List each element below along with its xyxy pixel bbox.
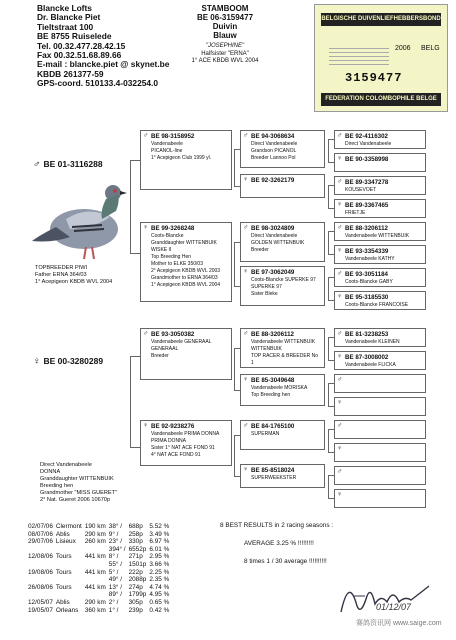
result-cell: 305p — [128, 598, 143, 606]
result-cell: 4.95 % — [149, 591, 170, 599]
ancestor-note: Vandenabeele PRIMA DONNA — [151, 431, 220, 437]
ancestor-note: Vandenabeele WITTENBUIK — [251, 339, 316, 345]
ancestor-gen4 — [334, 153, 426, 172]
result-cell: 2088p — [128, 576, 147, 584]
result-cell: Tours — [55, 553, 72, 561]
result-cell: 1501p — [128, 560, 147, 568]
tree-connector — [328, 406, 334, 407]
father-note: Father ERNA 364/03 — [35, 272, 87, 278]
male-symbol-icon: ♂ — [337, 330, 343, 337]
pigeon-sex: Duivin — [212, 22, 238, 31]
tree-connector — [328, 231, 334, 232]
female-symbol-icon: ♀ — [337, 399, 343, 406]
ancestor-note: Coots-Blancke FRANCOISE — [345, 302, 409, 308]
ancestor-ring: BE 89-3367465 — [345, 202, 389, 209]
pigeon-color: Blauw — [213, 31, 237, 40]
male-symbol-icon: ♂ — [337, 224, 343, 231]
tree-connector — [130, 356, 131, 447]
result-cell: 190 km — [84, 523, 106, 530]
result-cell: 2.95 % — [149, 553, 170, 561]
result-cell: 239p — [128, 606, 143, 614]
ancestor-note: SUPERMAN — [251, 431, 280, 437]
ancestor-note: Vandenabeele — [151, 141, 183, 147]
ancestor-gen4 — [334, 328, 426, 347]
result-cell: 89° / — [108, 591, 123, 599]
result-cell: 2° / — [108, 598, 119, 606]
female-symbol-icon: ♀ — [337, 353, 343, 360]
result-cell: 55° / — [108, 560, 123, 568]
ancestor-note: GOLDEN WITTENBUIK — [251, 240, 305, 246]
ancestor-note: Sister Bleke — [251, 291, 278, 297]
result-cell: 8° / — [108, 553, 119, 561]
result-cell — [28, 546, 56, 554]
male-symbol-icon: ♂ — [243, 132, 249, 139]
result-cell: 290 km — [84, 598, 106, 606]
result-cell: 5° / — [108, 568, 119, 576]
result-cell: 0.42 % — [149, 606, 170, 614]
ancestor-gen2 — [140, 328, 232, 380]
ancestor-ring: BE 93-3050382 — [151, 331, 195, 338]
father-note: TOPBREEDER PIWI — [35, 265, 88, 271]
ancestor-ring: BE 88-3206112 — [345, 225, 389, 232]
ancestor-note: Direct Vandenabeele — [251, 141, 298, 147]
mother-note: Granddaughter WITTENBUIK — [40, 476, 114, 482]
male-symbol-icon: ♂ — [243, 422, 249, 429]
result-cell — [28, 591, 56, 599]
ring-card-lines — [329, 45, 389, 67]
male-symbol-icon: ♂ — [143, 330, 149, 337]
result-cell: 1° / — [108, 606, 119, 614]
tree-connector — [328, 277, 334, 278]
result-cell: 3.66 % — [149, 560, 170, 568]
results-table — [28, 523, 172, 614]
ancestor-ring: BE 90-3358998 — [345, 156, 389, 163]
ancestor-note: Vandenabeele MORISKA — [251, 385, 308, 391]
tree-connector — [328, 231, 329, 254]
ancestor-ring: BE 81-3238253 — [345, 331, 389, 338]
result-row — [28, 591, 172, 599]
ancestor-gen3 — [240, 374, 325, 406]
result-cell: 02/07/06 — [28, 523, 53, 530]
result-cell: 13° / — [108, 583, 123, 591]
results-summary — [220, 522, 333, 566]
ancestor-ring: BE 87-3008002 — [345, 354, 389, 361]
tree-connector — [130, 356, 140, 357]
ancestor-gen3 — [240, 174, 325, 198]
tree-connector — [234, 390, 240, 391]
result-cell: 441 km — [84, 553, 106, 561]
ancestor-gen4 — [334, 420, 426, 439]
tree-connector — [328, 337, 329, 360]
result-cell: 6.01 % — [149, 545, 170, 553]
ancestor-note: FRIETJE — [345, 210, 366, 216]
ring-card-number: 3159477 — [345, 71, 403, 85]
tree-connector — [234, 242, 235, 286]
ancestor-note: PRIMA DONNA — [151, 438, 187, 444]
female-symbol-icon: ♀ — [243, 176, 249, 183]
ring-card-bottom-band: FEDERATION COLOMBOPHILE BELGE — [321, 93, 441, 106]
result-row — [28, 561, 172, 569]
ancestor-note: Mother to ELKE 350/03 — [151, 261, 203, 267]
female-symbol-icon: ♀ — [33, 356, 41, 367]
female-symbol-icon: ♀ — [243, 376, 249, 383]
ancestor-gen4 — [334, 489, 426, 508]
mother-note: Direct Vandenabeele — [40, 462, 92, 468]
ancestor-gen4 — [334, 466, 426, 485]
ancestor-note: Vandenabeele KATHY — [345, 256, 395, 262]
result-cell: 29/07/06 — [28, 538, 53, 546]
result-cell: 23° / — [108, 538, 123, 546]
signature-date: 01/12/07 — [376, 602, 412, 612]
ancestor-note: Breeder — [151, 353, 169, 359]
tree-connector — [130, 160, 131, 253]
result-cell: 19/05/07 — [28, 606, 53, 614]
ancestor-note: Grandson PICANOL — [251, 148, 297, 154]
ancestor-gen4 — [334, 374, 426, 393]
ancestor-note: WISKE II — [151, 247, 172, 253]
ancestor-gen4 — [334, 291, 426, 310]
result-cell: Clermont — [55, 523, 82, 530]
result-cell: 38° / — [108, 523, 123, 530]
ring-card-country: BELG — [421, 45, 440, 52]
tree-connector — [328, 337, 334, 338]
ancestor-note: PICANOL-line — [151, 148, 183, 154]
result-cell: Lisieux — [55, 538, 76, 546]
male-symbol-icon: ♂ — [337, 178, 343, 185]
result-row — [28, 599, 172, 607]
result-cell: Tours — [55, 583, 72, 591]
ancestor-ring: BE 98-3024809 — [251, 225, 295, 232]
result-cell — [85, 561, 109, 569]
result-cell: 360 km — [84, 606, 106, 614]
result-cell — [56, 546, 85, 554]
female-symbol-icon: ♀ — [337, 293, 343, 300]
ancestor-gen2 — [140, 222, 232, 302]
header-line: Tel. 00.32.477.28.42.15 — [37, 40, 126, 51]
result-cell: 08/07/06 — [28, 530, 53, 538]
pigeon-prize: 1° ACE KBDB WVL 2004 — [191, 58, 259, 64]
male-symbol-icon: ♂ — [337, 468, 343, 475]
result-row — [28, 576, 172, 584]
tree-connector — [234, 348, 240, 349]
result-cell: Ablis — [55, 598, 70, 606]
result-cell: 258p — [128, 530, 143, 538]
ancestor-ring: BE 93-3051184 — [345, 271, 389, 278]
mother-note: Grandmother "MISS GUERET" — [40, 490, 118, 496]
female-symbol-icon: ♀ — [243, 268, 249, 275]
ancestor-note: Grandmother to ERNA 364/03 — [151, 275, 218, 281]
ancestor-note: 4° NAT ACE FOND 91 — [151, 452, 201, 458]
father-photo — [30, 171, 128, 266]
result-cell: Tours — [55, 568, 72, 576]
result-row — [28, 584, 172, 592]
header-line: Dr. Blancke Piet — [37, 12, 101, 23]
male-symbol-icon: ♂ — [337, 270, 343, 277]
ancestor-note: Granddaughter WITTENBUIK — [151, 240, 217, 246]
ancestor-gen4 — [334, 176, 426, 195]
pedigree-title: STAMBOOM — [201, 4, 249, 13]
pigeon-halfsister: Halfsister "ERNA" — [201, 51, 249, 57]
tree-connector — [328, 383, 329, 406]
result-cell: 5.52 % — [149, 523, 170, 530]
ancestor-note: GENERAAL — [151, 346, 179, 352]
ancestor-note: Vandenabeele KLEINEN — [345, 339, 400, 345]
best-results-label: 8 BEST RESULTS in 2 racing seasons : — [220, 522, 334, 529]
ancestor-note: Breeder Lannoo Pol — [251, 155, 296, 161]
result-cell: 3.49 % — [149, 530, 170, 538]
breeder-contact — [37, 4, 169, 89]
tree-connector — [328, 475, 329, 498]
pigeon-nickname: "JOSEPHINE" — [205, 43, 245, 49]
result-cell: 260 km — [84, 538, 106, 546]
female-symbol-icon: ♀ — [337, 155, 343, 162]
result-cell — [56, 561, 85, 569]
male-symbol-icon: ♂ — [337, 422, 343, 429]
ancestor-note: Vandenabeele GENERAAL — [151, 339, 212, 345]
mother-notes — [40, 462, 117, 504]
ancestor-note: Coots-Blancke SUPERKE 97 — [251, 277, 316, 283]
ancestor-ring: BE 92-9238276 — [151, 423, 195, 430]
tree-connector — [234, 286, 240, 287]
tree-connector — [234, 186, 240, 187]
result-cell: 2.25 % — [149, 568, 170, 576]
ancestor-note: Vandenabeele FLICKA — [345, 362, 396, 368]
mother-note: DONNA — [40, 469, 61, 475]
male-symbol-icon: ♂ — [243, 330, 249, 337]
result-cell: 9° / — [108, 530, 119, 538]
ancestor-gen2 — [140, 420, 232, 466]
male-symbol-icon: ♂ — [143, 132, 149, 139]
ancestor-gen3 — [240, 222, 325, 262]
ancestor-ring: BE 85-3049648 — [251, 377, 295, 384]
signature-scribble-icon — [335, 566, 435, 626]
result-cell: 394° / — [108, 545, 126, 553]
ancestor-ring: BE 89-3347278 — [345, 179, 389, 186]
result-cell: 2.35 % — [149, 576, 170, 584]
female-symbol-icon: ♀ — [337, 445, 343, 452]
tree-connector — [328, 429, 334, 430]
ancestor-gen4 — [334, 245, 426, 264]
mother-ring: ♀ BE 00-3280289 — [33, 356, 104, 367]
tree-connector — [328, 139, 334, 140]
ancestor-note: Top Breeding Hen — [151, 254, 192, 260]
ring-card-year: 2006 — [395, 45, 411, 52]
result-cell: 19/08/06 — [28, 568, 53, 576]
ancestor-gen4 — [334, 199, 426, 218]
ancestor-ring: BE 98-3158952 — [151, 133, 195, 140]
result-cell — [56, 591, 85, 599]
pedigree-title-block — [160, 4, 290, 65]
ancestor-gen3 — [240, 266, 325, 306]
ancestor-note: SUPERKE 97 — [251, 284, 282, 290]
tree-connector — [234, 435, 235, 476]
female-symbol-icon: ♀ — [143, 224, 149, 231]
mother-note: Breeding hen — [40, 483, 74, 489]
male-symbol-icon: ♂ — [337, 376, 343, 383]
watermark: 赛鸽资讯网 www.saige.com — [356, 620, 442, 627]
ancestor-gen3 — [240, 130, 325, 168]
tree-connector — [328, 208, 334, 209]
result-row — [28, 523, 172, 531]
result-row — [28, 531, 172, 539]
ancestor-gen4 — [334, 130, 426, 149]
tree-connector — [234, 476, 240, 477]
header-line: BE 8755 Ruiselede — [37, 31, 112, 42]
result-row — [28, 607, 172, 615]
ancestor-ring: BE 97-3062049 — [251, 269, 295, 276]
ancestor-note: Coots-Blancke — [151, 233, 184, 239]
tree-connector — [328, 254, 334, 255]
result-cell: 274p — [128, 583, 143, 591]
pigeon-ring: BE 06-3159477 — [196, 13, 254, 22]
tree-connector — [234, 435, 240, 436]
header-line: GPS-coord. 510133.4-032254.0 — [37, 78, 159, 89]
tree-connector — [328, 498, 334, 499]
result-cell: 688p — [128, 523, 143, 530]
tree-connector — [328, 139, 329, 162]
ancestor-note: KOUSEVOET — [345, 187, 377, 193]
tree-connector — [234, 242, 240, 243]
ancestor-gen3 — [240, 464, 325, 488]
ancestor-note: Top Breeding hen — [251, 392, 291, 398]
ancestor-gen4 — [334, 268, 426, 287]
ancestor-ring: BE 84-1765100 — [251, 423, 295, 430]
tree-connector — [328, 383, 334, 384]
tree-connector — [328, 300, 334, 301]
ancestor-ring: BE 92-3262179 — [251, 177, 295, 184]
result-row — [28, 538, 172, 546]
ancestor-note: 1° Acepigeon KBDB WVL 2004 — [151, 282, 221, 288]
ancestor-gen4 — [334, 397, 426, 416]
female-symbol-icon: ♀ — [337, 201, 343, 208]
result-cell — [28, 561, 56, 569]
ancestor-gen4 — [334, 443, 426, 462]
male-symbol-icon: ♂ — [243, 224, 249, 231]
tree-connector — [130, 160, 140, 161]
ancestor-ring: BE 92-4116302 — [345, 133, 389, 140]
tree-connector — [130, 447, 140, 448]
result-cell: 441 km — [84, 583, 106, 591]
tree-connector — [328, 162, 334, 163]
ancestor-gen3 — [240, 420, 325, 450]
ancestor-note: Sister 1° NAT ACE FOND 91 — [151, 445, 215, 451]
result-cell — [56, 576, 85, 584]
father-ring: ♂ BE 01-3116288 — [33, 159, 103, 170]
tree-connector — [234, 149, 240, 150]
father-note: 1° Acepigeon KBDB WVL 2004 — [35, 279, 113, 285]
result-row — [28, 569, 172, 577]
ancestor-ring: BE 93-3354339 — [345, 248, 389, 255]
result-cell — [28, 576, 56, 584]
tree-connector — [130, 253, 140, 254]
ancestor-note: Vandenabeele WITTENBUIK — [345, 233, 410, 239]
female-symbol-icon: ♀ — [337, 491, 343, 498]
tree-connector — [234, 348, 235, 390]
ancestor-gen3 — [240, 328, 325, 368]
result-cell: 271p — [128, 553, 143, 561]
father-notes — [35, 265, 112, 286]
ancestor-note: TOP RACER & BREEDER No 1 — [251, 353, 319, 366]
ancestor-gen4 — [334, 222, 426, 241]
ancestor-ring: BE 99-3268248 — [151, 225, 195, 232]
tree-connector — [328, 475, 334, 476]
tree-connector — [328, 185, 329, 208]
average-label: AVERAGE 3.25 % !!!!!!!!! — [244, 540, 314, 547]
tree-connector — [328, 360, 334, 361]
result-row — [28, 553, 172, 561]
ancestor-gen2 — [140, 130, 232, 190]
result-cell: 330p — [128, 538, 143, 546]
ancestor-note: SUPERWEEKSTER — [251, 475, 297, 481]
ancestor-note: Breeder — [251, 247, 269, 253]
result-cell: 49° / — [108, 576, 123, 584]
mother-note: 2° Nat. Gueret 2006 10670p — [40, 497, 111, 503]
ring-card — [314, 4, 448, 112]
ancestor-note: 2° Acepigeon KBDB WVL 2003 — [151, 268, 221, 274]
ancestor-ring: BE 85-8518024 — [251, 467, 295, 474]
ancestor-ring: BE 94-3068634 — [251, 133, 295, 140]
ancestor-gen4 — [334, 351, 426, 370]
times-label: 8 times 1 / 30 average !!!!!!!!!! — [244, 558, 327, 565]
result-row — [28, 546, 172, 554]
result-cell: Orleans — [55, 606, 79, 614]
female-symbol-icon: ♀ — [243, 466, 249, 473]
ancestor-note: WITTENBUIK — [251, 346, 282, 352]
result-cell: 441 km — [84, 568, 106, 576]
ancestor-ring: BE 95-3185530 — [345, 294, 389, 301]
header-line: KBDB 261377-59 — [37, 68, 104, 79]
tree-connector — [328, 185, 334, 186]
result-cell: 26/08/06 — [28, 583, 53, 591]
result-cell: 290 km — [84, 530, 106, 538]
male-symbol-icon: ♂ — [337, 132, 343, 139]
ancestor-note: Direct Vandenabeele — [345, 141, 392, 147]
result-cell: 0.65 % — [149, 598, 170, 606]
ancestor-note: Direct Vandenabeele — [251, 233, 298, 239]
result-cell — [85, 576, 109, 584]
result-cell: Ablis — [55, 530, 70, 538]
result-cell: 12/05/07 — [28, 598, 53, 606]
ancestor-note: Coots-Blancke GABY — [345, 279, 393, 285]
header-line: Fax 00.32.51.68.89.66 — [37, 50, 122, 61]
result-cell: 6.97 % — [149, 538, 170, 546]
result-cell: 6552p — [128, 545, 147, 553]
result-cell: 12/08/06 — [28, 553, 53, 561]
result-cell — [85, 591, 109, 599]
male-symbol-icon: ♂ — [33, 159, 41, 170]
female-symbol-icon: ♀ — [337, 247, 343, 254]
tree-connector — [328, 429, 329, 452]
result-cell: 1799p — [128, 591, 147, 599]
ancestor-ring: BE 88-3206112 — [251, 331, 295, 338]
tree-connector — [328, 452, 334, 453]
result-cell: 4.74 % — [149, 583, 170, 591]
header-line: Tieltstraat 100 — [37, 21, 94, 32]
header-line: Blancke Lofts — [37, 3, 92, 13]
result-cell: 222p — [128, 568, 143, 576]
header-line: E-mail : blancke.piet @ skynet.be — [37, 59, 170, 70]
tree-connector — [234, 149, 235, 186]
tree-connector — [328, 277, 329, 300]
ring-card-top-band: BELGISCHE DUIVENLIEFHEBBERSBOND — [321, 13, 441, 26]
female-symbol-icon: ♀ — [143, 422, 149, 429]
result-cell — [85, 546, 109, 554]
ancestor-note: 1° Acepigeon Club 1999 yl. — [151, 155, 212, 161]
